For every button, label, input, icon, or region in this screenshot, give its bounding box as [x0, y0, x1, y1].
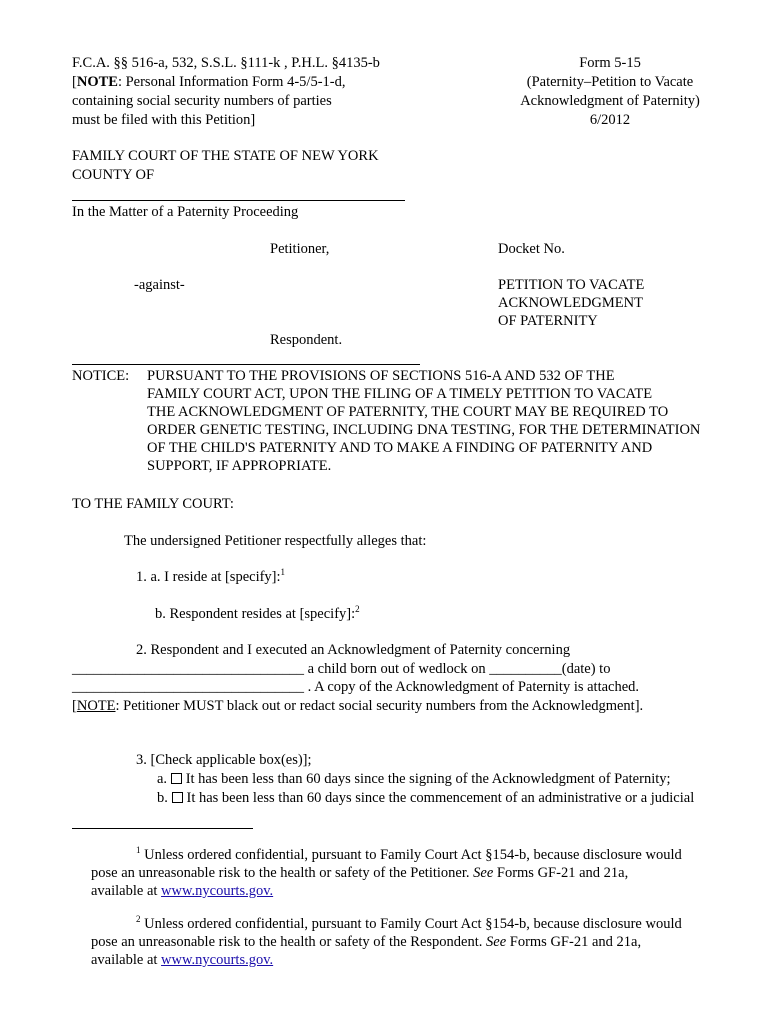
note-line-1: [72, 73, 345, 91]
footnote-2-forms: Forms GF-21 and 21a,: [506, 934, 642, 950]
footnote-2-line-2: [91, 933, 641, 951]
footnote-1-forms: Forms GF-21 and 21a,: [493, 865, 629, 881]
item-2-note-text: : Petitioner MUST black out or redact social security numbers from the Acknowledgment].: [115, 698, 644, 714]
item-2-note-bracket: [: [72, 698, 77, 714]
caption-top-rule: [72, 200, 405, 201]
footnote-ref-1: 1: [280, 567, 286, 578]
footnote-2-line-1: [136, 915, 682, 933]
respondent-label: Respondent.: [270, 332, 343, 348]
footnote-separator: [72, 828, 253, 829]
item-2-line-1: 2. Respondent and I executed an Acknowledgment of Paternity concerning: [136, 642, 571, 658]
statute-citation: F.C.A. §§ 516-a, 532, S.S.L. §111-k , P.H.L. §4135-b: [72, 55, 380, 71]
footnote-2-link[interactable]: www.nycourts.gov.: [161, 952, 274, 968]
footnote-1-text: Unless ordered confidential, pursuant to Family Court Act §154-b, because disclosure would: [144, 847, 682, 863]
item-3b-text: It has been less than 60 days since the commencement of an administrative or a judicial: [186, 790, 695, 806]
item-3a-text: It has been less than 60 days since the signing of the Acknowledgment of Paternity;: [185, 771, 671, 787]
notice-line: OF THE CHILD'S PATERNITY AND TO MAKE A FINDING OF PATERNITY AND: [147, 440, 653, 456]
footnote-2-marker: 2: [136, 914, 141, 925]
petition-title-2: ACKNOWLEDGMENT: [498, 295, 643, 311]
petitioner-label: Petitioner,: [270, 241, 330, 257]
footnote-1-line-3: [91, 882, 273, 900]
petition-title-3: OF PATERNITY: [498, 313, 598, 329]
footnote-ref-2: 2: [355, 604, 360, 615]
footnote-2-line-3: [91, 951, 273, 969]
note-line-3: must be filed with this Petition]: [72, 112, 256, 128]
item-2-line-2: ________________________________ a child born out of wedlock on __________(date) to: [72, 661, 611, 677]
notice-line: FAMILY COURT ACT, UPON THE FILING OF A TIMELY PETITION TO VACATE: [147, 386, 653, 402]
notice-label: NOTICE:: [72, 368, 130, 384]
item-3b-checkbox[interactable]: [172, 792, 183, 803]
petition-title-1: PETITION TO VACATE: [498, 277, 645, 293]
note-text: : Personal Information Form 4-5/5-1-d,: [117, 74, 346, 90]
form-number: Form 5-15: [579, 55, 641, 71]
item-1b: [155, 605, 360, 623]
item-3a: [157, 770, 671, 788]
footnote-1-see: See: [473, 865, 494, 881]
item-2-line-3: ________________________________ . A copy of the Acknowledgment of Paternity is attached.: [72, 679, 640, 695]
county-label: COUNTY OF: [72, 167, 155, 183]
footnote-1-line-1: [136, 846, 682, 864]
item-2-note-label: NOTE: [76, 698, 116, 714]
footnote-1-line-2: [91, 864, 628, 882]
court-name: FAMILY COURT OF THE STATE OF NEW YORK: [72, 148, 379, 164]
caption-bottom-rule: [72, 364, 420, 365]
form-description-2: Acknowledgment of Paternity): [520, 93, 700, 109]
item-3b: [157, 789, 694, 807]
footnote-1-text-2: pose an unreasonable risk to the health or safety of the Petitioner.: [91, 865, 474, 881]
notice-line: THE ACKNOWLEDGMENT OF PATERNITY, THE COURT MAY BE REQUIRED TO: [147, 404, 669, 420]
form-date: 6/2012: [589, 112, 631, 128]
item-1a-text: 1. a. I reside at [specify]:: [136, 569, 281, 585]
notice-line: ORDER GENETIC TESTING, INCLUDING DNA TESTING, FOR THE DETERMINATION: [147, 422, 701, 438]
petition-intro: The undersigned Petitioner respectfully alleges that:: [124, 533, 427, 549]
footnote-2-available: available at: [91, 952, 162, 968]
notice-line: SUPPORT, IF APPROPRIATE.: [147, 458, 332, 474]
footnote-2-see: See: [486, 934, 507, 950]
note-label: NOTE: [76, 74, 118, 90]
notice-line: PURSUANT TO THE PROVISIONS OF SECTIONS 516-A AND 532 OF THE: [147, 368, 615, 384]
docket-label: Docket No.: [498, 241, 565, 257]
form-description-1: (Paternity–Petition to Vacate: [526, 74, 694, 90]
item-3b-letter: b.: [157, 790, 168, 806]
matter-title: In the Matter of a Paternity Proceeding: [72, 204, 299, 220]
item-3a-letter: a.: [157, 771, 168, 787]
footnote-2-text: Unless ordered confidential, pursuant to Family Court Act §154-b, because disclosure would: [144, 916, 682, 932]
item-3a-checkbox[interactable]: [171, 773, 182, 784]
item-1b-text: b. Respondent resides at [specify]:: [155, 606, 356, 622]
footnote-1-link[interactable]: www.nycourts.gov.: [161, 883, 274, 899]
footnote-2-text-2: pose an unreasonable risk to the health or safety of the Respondent.: [91, 934, 487, 950]
to-family-court: TO THE FAMILY COURT:: [72, 496, 234, 512]
against-label: -against-: [134, 277, 185, 293]
item-1a: [136, 568, 285, 586]
footnote-1-marker: 1: [136, 845, 141, 856]
note-line-2: containing social security numbers of parties: [72, 93, 332, 109]
item-3: 3. [Check applicable box(es)];: [136, 752, 312, 768]
item-2-note: [72, 697, 643, 715]
note-bracket: [: [72, 74, 77, 90]
footnote-1-available: available at: [91, 883, 162, 899]
